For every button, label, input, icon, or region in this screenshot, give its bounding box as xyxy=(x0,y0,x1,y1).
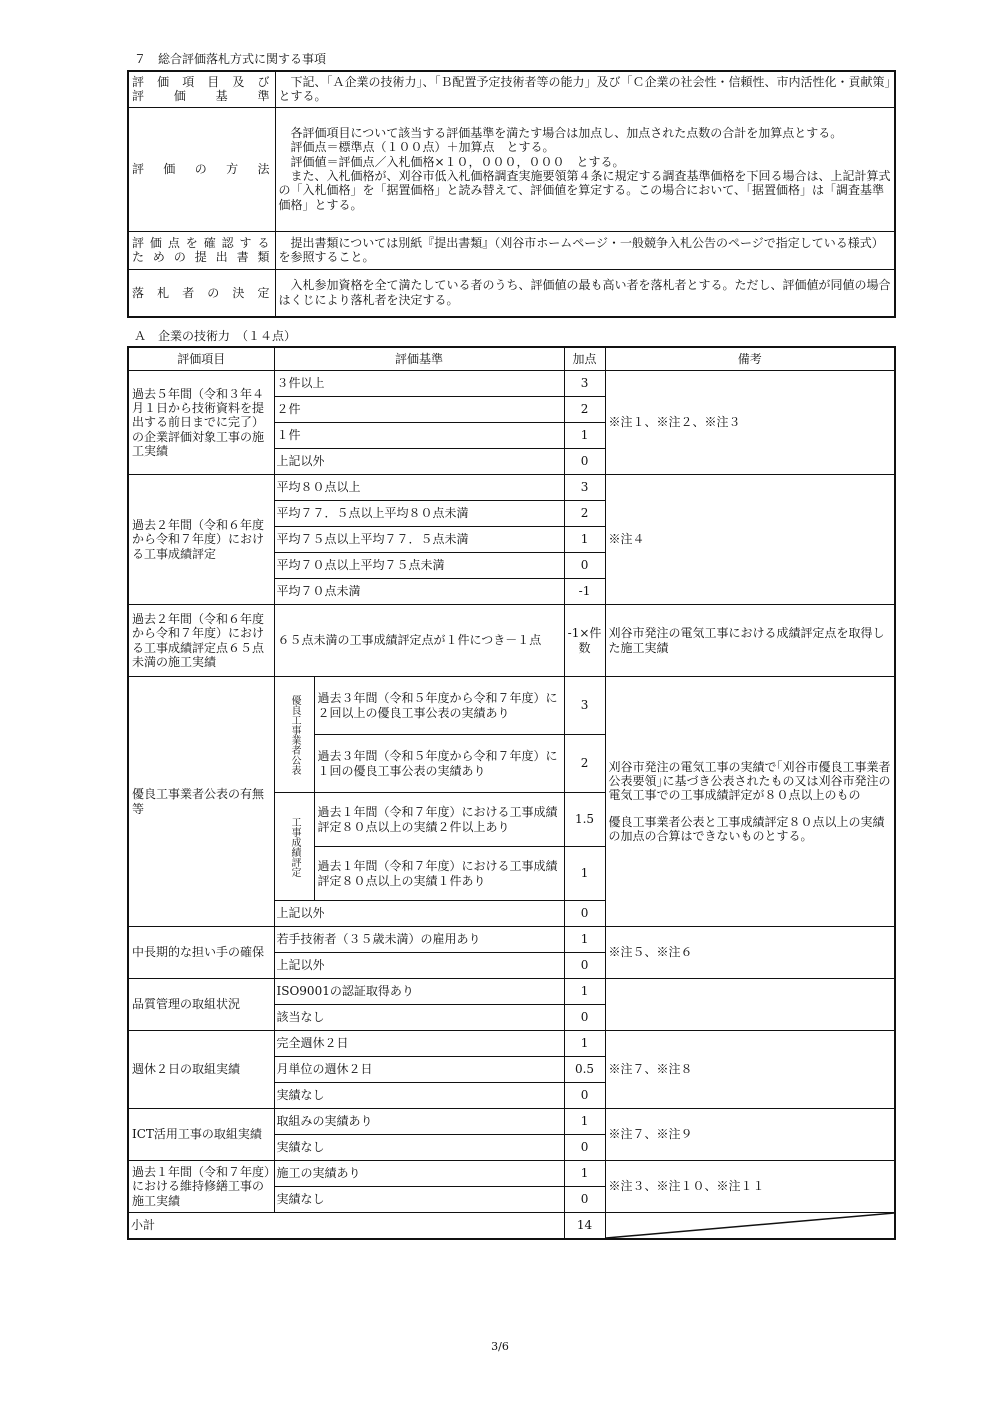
criteria-cell: 過去１年間（令和７年度）における工事成績評定８０点以上の実績２件以上あり xyxy=(314,793,564,847)
points-cell: 1 xyxy=(564,527,605,553)
points-cell: 3 xyxy=(564,677,605,735)
item-cell: 過去２年間（令和６年度から令和７年度）における工事成績評定点６５点未満の施工実績 xyxy=(128,605,274,677)
points-cell: 3 xyxy=(564,371,605,397)
criteria-cell: 過去１年間（令和７年度）における工事成績評定８０点以上の実績１件あり xyxy=(314,847,564,901)
points-cell: 2 xyxy=(564,735,605,793)
criteria-cell: 過去３年間（令和５年度から令和７年度）に１回の優良工事公表の実績あり xyxy=(314,735,564,793)
note-cell: ※注７、※注９ xyxy=(605,1109,895,1161)
table-a-title: Ａ 企業の技術力 （１４点） xyxy=(134,329,297,343)
criteria-cell: 実績なし xyxy=(274,1135,564,1161)
header-criteria: 評価基準 xyxy=(274,347,564,371)
section-7-row xyxy=(128,107,895,231)
criteria-cell: 平均８０点以上 xyxy=(274,475,564,501)
sub-label-cell xyxy=(274,677,314,793)
note-cell xyxy=(605,979,895,1031)
points-cell: 1 xyxy=(564,1109,605,1135)
note-cell: 刈谷市発注の電気工事における成績評定点を取得した施工実績 xyxy=(605,605,895,677)
criteria-cell: 上記以外 xyxy=(274,901,564,927)
points-cell: 0 xyxy=(564,901,605,927)
points-cell: 2 xyxy=(564,501,605,527)
criteria-cell: 完全週休２日 xyxy=(274,1031,564,1057)
criteria-cell: 取組みの実績あり xyxy=(274,1109,564,1135)
points-cell: 1 xyxy=(564,423,605,449)
criteria-cell: ３件以上 xyxy=(274,371,564,397)
section-7-row xyxy=(128,71,895,107)
sub-label: 工事成績評定 xyxy=(289,816,300,877)
table-row xyxy=(128,677,895,735)
item-cell: ICT活用工事の取組実績 xyxy=(128,1109,274,1161)
points-cell: 0 xyxy=(564,1083,605,1109)
note-cell xyxy=(605,677,895,927)
criteria-cell: 平均７５点以上平均７７．５点未満 xyxy=(274,527,564,553)
points-cell: -1 xyxy=(564,579,605,605)
criteria-cell: 上記以外 xyxy=(274,953,564,979)
criteria-cell: ２件 xyxy=(274,397,564,423)
row-value: 提出書類については別紙『提出書類』（刈谷市ホームページ・一般競争入札公告のページで指定している様式）を参照すること。 xyxy=(275,231,895,269)
points-cell: 0 xyxy=(564,953,605,979)
points-cell: 1 xyxy=(564,979,605,1005)
note-text: 刈谷市発注の電気工事の実績で｢刈谷市優良工事業者公表要領｣に基づき公表されたもの又は刈谷市発注の電気工事での工事成績評定が８０点以上のもの xyxy=(608,759,891,803)
points-cell: 0 xyxy=(564,1135,605,1161)
item-cell: 過去１年間（令和７年度）における維持修繕工事の施工実績 xyxy=(128,1161,274,1213)
table-row xyxy=(128,1031,895,1057)
sub-label-cell xyxy=(274,793,314,901)
subtotal-row xyxy=(128,1213,895,1240)
row-label: 評価の方法 xyxy=(128,107,275,231)
points-cell: 0 xyxy=(564,1187,605,1213)
points-cell: 3 xyxy=(564,475,605,501)
table-row xyxy=(128,371,895,397)
points-cell: 1 xyxy=(564,927,605,953)
table-row xyxy=(128,1161,895,1187)
note-cell: ※注１、※注２、※注３ xyxy=(605,371,895,475)
criteria-cell: 若手技術者（３５歳未満）の雇用あり xyxy=(274,927,564,953)
row-value: 下記、「Ａ企業の技術力」、「Ｂ配置予定技術者等の能力」及び「Ｃ企業の社会性・信頼性、市内活性化・貢献策」とする。 xyxy=(275,71,895,107)
points-cell: -1×件数 xyxy=(564,605,605,677)
section-7-title: ７ 総合評価落札方式に関する事項 xyxy=(134,52,327,66)
note-cell: ※注３、※注１０、※注１１ xyxy=(605,1161,895,1213)
item-cell: 品質管理の取組状況 xyxy=(128,979,274,1031)
criteria-cell: １件 xyxy=(274,423,564,449)
sub-label: 優良工事業者公表 xyxy=(289,694,300,775)
criteria-cell: 平均７７．５点以上平均８０点未満 xyxy=(274,501,564,527)
criteria-cell: 平均７０点未満 xyxy=(274,579,564,605)
note-text: 優良工事業者公表と工事成績評定８０点以上の実績の加点の合算はできないものとする。 xyxy=(608,814,885,844)
criteria-cell: 過去３年間（令和５年度から令和７年度）に２回以上の優良工事公表の実績あり xyxy=(314,677,564,735)
points-cell: 1 xyxy=(564,1031,605,1057)
criteria-cell: 実績なし xyxy=(274,1083,564,1109)
points-cell: 1 xyxy=(564,847,605,901)
criteria-cell: 平均７０点以上平均７５点未満 xyxy=(274,553,564,579)
note-cell: ※注４ xyxy=(605,475,895,605)
subtotal-label: 小計 xyxy=(128,1213,564,1240)
points-cell: 0 xyxy=(564,553,605,579)
points-cell: 0 xyxy=(564,449,605,475)
points-cell: 1.5 xyxy=(564,793,605,847)
table-row xyxy=(128,927,895,953)
note-cell: ※注７、※注８ xyxy=(605,1031,895,1109)
criteria-cell: 実績なし xyxy=(274,1187,564,1213)
subtotal-value: 14 xyxy=(564,1213,605,1240)
item-cell: 週休２日の取組実績 xyxy=(128,1031,274,1109)
section-7-row xyxy=(128,269,895,317)
header-item: 評価項目 xyxy=(128,347,274,371)
section-7-table xyxy=(127,70,896,318)
table-row xyxy=(128,979,895,1005)
item-cell: 中長期的な担い手の確保 xyxy=(128,927,274,979)
criteria-cell: ６５点未満の工事成績評定点が１件につき－１点 xyxy=(274,605,564,677)
item-cell: 優良工事業者公表の有無等 xyxy=(128,677,274,927)
criteria-cell: 月単位の週休２日 xyxy=(274,1057,564,1083)
criteria-cell: 上記以外 xyxy=(274,449,564,475)
row-value: 入札参加資格を全て満たしている者のうち、評価値の最も高い者を落札者とする。ただし、評価値が同値の場合はくじにより落札者を決定する。 xyxy=(275,269,895,317)
table-header-row xyxy=(128,347,895,371)
points-cell: 0 xyxy=(564,1005,605,1031)
page-number: 3/6 xyxy=(491,1340,509,1353)
table-a xyxy=(127,346,896,1240)
row-label: 落札者の決定 xyxy=(128,269,275,317)
diagonal-line-cell xyxy=(605,1213,895,1240)
points-cell: 2 xyxy=(564,397,605,423)
note-cell: ※注５、※注６ xyxy=(605,927,895,979)
table-row xyxy=(128,475,895,501)
row-label: 評価点を確認する ための提出書類 xyxy=(128,231,275,269)
table-row xyxy=(128,605,895,677)
table-row xyxy=(128,1109,895,1135)
criteria-cell: 施工の実績あり xyxy=(274,1161,564,1187)
item-cell: 過去２年間（令和６年度から令和７年度）における工事成績評定 xyxy=(128,475,274,605)
criteria-cell: ISO9001の認証取得あり xyxy=(274,979,564,1005)
criteria-cell: 該当なし xyxy=(274,1005,564,1031)
header-notes: 備考 xyxy=(605,347,895,371)
header-points: 加点 xyxy=(564,347,605,371)
diagonal-line xyxy=(606,1213,894,1238)
item-cell: 過去５年間（令和３年４月１日から技術資料を提出する前日までに完了）の企業評価対象工事の施工実績 xyxy=(128,371,274,475)
points-cell: 0.5 xyxy=(564,1057,605,1083)
section-7-row xyxy=(128,231,895,269)
points-cell: 1 xyxy=(564,1161,605,1187)
row-value: 各評価項目について該当する評価基準を満たす場合は加点し、加点された点数の合計を加算点とする。 評価点＝標準点（１００点）＋加算点 とする。 評価値＝評価点／入札価格×１０，０００，０００ とする。 また、入札価格が、刈谷市低入札価格調査実施要領第４条に規定する調査基準価格を下回る場合は、上記計算式の「入札価格」を「据置価格」と読み替えて、評価値を算定する。この場合において、「据置価格」は「調査基準価格」とする。 xyxy=(275,107,895,231)
row-label: 評価項目及び 評価基準 xyxy=(128,71,275,107)
